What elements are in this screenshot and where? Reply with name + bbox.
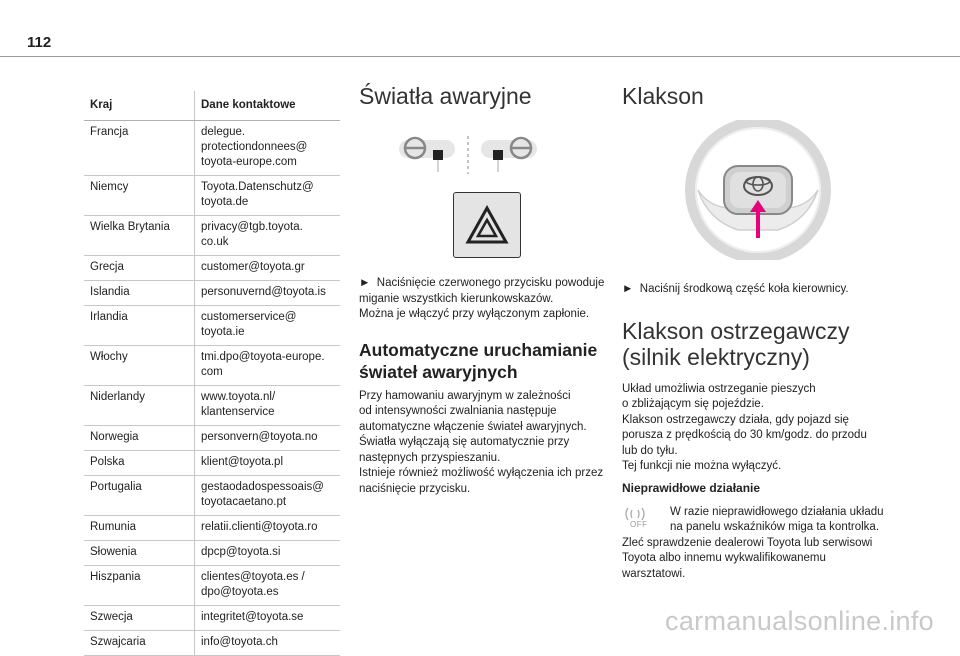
- country-cell: Hiszpania: [84, 566, 195, 606]
- table-row: [84, 516, 340, 541]
- country-cell: Niderlandy: [84, 386, 195, 426]
- contact-cell: customer@toyota.gr: [195, 256, 341, 281]
- country-cell: Francja: [84, 121, 195, 176]
- header-contact: Dane kontaktowe: [195, 91, 341, 121]
- country-cell: Słowenia: [84, 541, 195, 566]
- table-row: [84, 606, 340, 631]
- contact-cell: klient@toyota.pl: [195, 451, 341, 476]
- warning-horn-title: Klakson ostrzegawczy (silnik elektryczny): [622, 317, 850, 370]
- table-row: [84, 121, 340, 176]
- table-row: [84, 216, 340, 256]
- auto-hazard-text: Przy hamowaniu awaryjnym w zależności od intensywności zwalniania następuje automatyczne włączenie świateł awaryjnych. Światła wyłączają się automatycznie przy następnych przyspieszaniu. Istnieje również możliwość wyłączenia ich przez naciśnięcie przycisku.: [359, 389, 604, 495]
- contact-cell: www.toyota.nl/ klantenservice: [195, 386, 341, 426]
- contact-cell: gestaodadospessoais@ toyotacaetano.pt: [195, 476, 341, 516]
- indicator-off-label: OFF: [630, 519, 648, 529]
- steering-wheel-switches-illustration: [393, 130, 543, 176]
- contact-cell: personvern@toyota.no: [195, 426, 341, 451]
- country-cell: Niemcy: [84, 176, 195, 216]
- hazard-title: Światła awaryjne: [359, 83, 532, 109]
- horn-text: [622, 282, 892, 298]
- contact-cell: relatii.clienti@toyota.ro: [195, 516, 341, 541]
- country-cell: Szwajcaria: [84, 631, 195, 656]
- header-rule: [0, 56, 960, 57]
- horn-column: [622, 82, 892, 582]
- contact-cell: Toyota.Datenschutz@ toyota.de: [195, 176, 341, 216]
- malfunction-row: [622, 505, 892, 536]
- steering-wheel-illustration: [668, 120, 848, 260]
- hazard-text-1: [359, 276, 609, 307]
- table-row: [84, 476, 340, 516]
- table-row: [84, 566, 340, 606]
- country-cell: Norwegia: [84, 426, 195, 451]
- malfunction-text-1: W razie nieprawidłowego działania układu na panelu wskaźników miga ta kontrolka.: [670, 505, 884, 533]
- contact-cell: privacy@tgb.toyota. co.uk: [195, 216, 341, 256]
- table-row: [84, 346, 340, 386]
- horn-title: Klakson: [622, 83, 704, 109]
- hazard-bullet: ►: [359, 277, 371, 289]
- country-cell: Grecja: [84, 256, 195, 281]
- page-number: 112: [27, 34, 52, 51]
- right-wheel-icon: [481, 138, 537, 172]
- table-row: [84, 451, 340, 476]
- header-country: Kraj: [84, 91, 195, 121]
- malfunction-title: Nieprawidłowe działanie: [622, 480, 761, 495]
- warning-triangle-icon: [465, 205, 509, 245]
- contact-cell: info@toyota.ch: [195, 631, 341, 656]
- contact-cell: delegue. protectiondonnees@ toyota-europe.com: [195, 121, 341, 176]
- hazard-text-2: Można je włączyć przy wyłączonym zapłonie.: [359, 308, 590, 320]
- country-cell: Szwecja: [84, 606, 195, 631]
- country-cell: Wielka Brytania: [84, 216, 195, 256]
- country-cell: Islandia: [84, 281, 195, 306]
- contact-cell: integritet@toyota.se: [195, 606, 341, 631]
- country-cell: Irlandia: [84, 306, 195, 346]
- contact-cell: clientes@toyota.es / dpo@toyota.es: [195, 566, 341, 606]
- auto-hazard-title: Automatyczne uruchamianie świateł awaryjnych: [359, 339, 598, 382]
- country-cell: Włochy: [84, 346, 195, 386]
- contact-cell: tmi.dpo@toyota-europe. com: [195, 346, 341, 386]
- table-row: [84, 176, 340, 216]
- horn-text-content: Naciśnij środkową część koła kierownicy.: [639, 283, 849, 295]
- contact-cell: dpcp@toyota.si: [195, 541, 341, 566]
- table-body: [84, 121, 340, 656]
- left-wheel-icon: [399, 138, 455, 172]
- contact-cell: personuvernd@toyota.is: [195, 281, 341, 306]
- hazard-text-1-content: Naciśnięcie czerwonego przycisku powoduje miganie wszystkich kierunkowskazów.: [359, 277, 605, 305]
- table-row: [84, 306, 340, 346]
- watermark: carmanualsonline.info: [665, 606, 934, 636]
- table-row: [84, 386, 340, 426]
- contact-cell: customerservice@ toyota.ie: [195, 306, 341, 346]
- country-cell: Polska: [84, 451, 195, 476]
- table-row: [84, 541, 340, 566]
- table-row: [84, 426, 340, 451]
- table-row: [84, 631, 340, 656]
- hazard-column: [359, 82, 609, 497]
- table-row: [84, 281, 340, 306]
- warning-horn-text: Układ umożliwia ostrzeganie pieszych o zbliżającym się pojeździe. Klakson ostrzegawczy działa, gdy pojazd się porusza z prędkością do 30 km/godz. do przodu lub do tyłu. Tej funkcji nie można wyłączyć.: [622, 382, 867, 472]
- table-row: [84, 256, 340, 281]
- table-header-row: [84, 91, 340, 121]
- warning-horn-off-indicator-icon: [622, 505, 652, 535]
- malfunction-text-2: Zleć sprawdzenie dealerowi Toyota lub serwisowi Toyota albo innemu wykwalifikowanemu warsztatowi.: [622, 536, 873, 580]
- country-cell: Portugalia: [84, 476, 195, 516]
- horn-bullet: ►: [622, 283, 634, 295]
- hazard-button-icon: [453, 192, 521, 258]
- country-cell: Rumunia: [84, 516, 195, 541]
- contacts-table: [84, 91, 340, 656]
